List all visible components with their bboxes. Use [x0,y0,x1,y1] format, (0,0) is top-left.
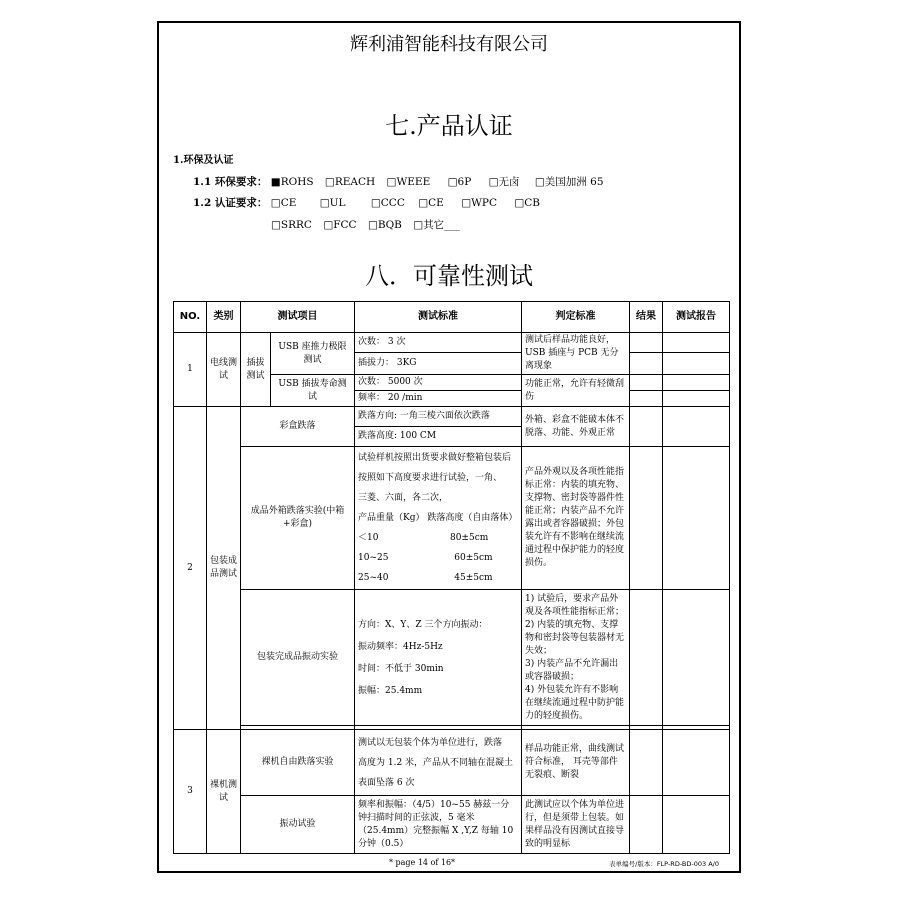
table-row [174,590,730,726]
vibration-std-line: 振动频率：4Hz-5Hz [358,641,443,652]
table-row [174,407,730,427]
option-bqb: □BQB [367,219,402,231]
row-1-judge-a: 测试后样品功能良好，USB 插座与 PCB 无分离现象 [522,333,630,375]
row-1-std-force: 插拔力： 3KG [355,352,522,375]
option-ce: □CE [270,197,297,209]
row-1-item-usb-push: USB 座推力极限测试 [271,333,355,375]
result-cell [630,391,663,407]
vibration-judge-line: 4) 外包装允许有不影响在继续流通过程中防护能力的轻度损伤。 [525,684,625,721]
row-1-std-frequency: 频率： 20 /min [355,391,522,407]
report-cell [663,375,730,391]
row-1-judge-b: 功能正常，允许有轻微刮伤 [522,375,630,407]
carton-std-line: 10~25 60±5cm [358,553,493,564]
carton-std-line: 三菱、六面，各二次， [358,493,449,504]
option-reach: □REACH [324,176,376,188]
row-3-judge-a: 样品功能正常，曲线测试符合标准， 耳壳等部件无裂痕、断裂 [522,730,630,796]
header-result: 结果 [630,302,663,333]
result-cell [630,375,663,391]
result-cell [630,407,663,447]
option-ce-2: □CE [418,197,444,209]
option-halogen-free: □无卤 [488,176,520,188]
option-wpc: □WPC [461,197,497,209]
row-3-std-vibration: 频率和振幅：（4/5）10~55 赫兹一分钟扫描时间的正弦波，5 毫米（25.4mm）完整振幅 X ,Y,Z 每轴 10 分钟（0.5） [355,796,522,854]
carton-std-line: ＜10 80±5cm [358,533,489,544]
row-3-no: 3 [174,730,207,854]
header-judgement: 判定标准 [522,302,630,333]
result-cell [630,333,663,353]
env-cert-heading: 1.环保及认证 [173,155,234,166]
carton-std-line: 产品重量（Kg） 跌落高度（自由落体） [358,513,518,524]
row-3-item-vibration: 振动试验 [241,796,355,854]
cert-requirement-label: 1.2 认证要求： [193,197,268,209]
report-cell [663,796,730,854]
option-weee: □WEEE [386,176,431,188]
vibration-judge-line: 3) 内装产品不允许漏出或容器破损； [525,658,619,682]
table-row [174,447,730,590]
table-row [174,333,730,353]
row-2-std-drop-direction: 跌落方向: 一角三棱六面依次跌落 [355,407,522,427]
row-2-std-drop-height: 跌落高度: 100 CM [355,427,522,447]
table-row [174,730,730,796]
option-ccc: □CCC [370,197,405,209]
form-code: 表单编号/版本：FLP-RD-BD-003 A/0 [609,860,719,868]
table-row [174,796,730,854]
option-srrc: □SRRC [271,219,312,231]
header-category: 类别 [207,302,241,333]
report-cell [663,730,730,796]
vibration-judge-line: 2) 内装的填充物、支撑物和密封袋等包装器材无失效； [525,619,625,656]
row-2-no: 2 [174,407,207,730]
env-requirement-line [193,174,604,189]
report-cell [663,407,730,447]
table-header-row [174,302,730,333]
row-2-std-vibration [355,590,522,726]
row-2-item-color-box-drop: 彩盒跌落 [241,407,355,447]
row-1-category: 电线测试 [207,333,241,407]
header-no: NO. [174,302,207,333]
row-2-item-vibration: 包装完成品振动实验 [241,590,355,726]
header-report: 测试报告 [663,302,730,333]
header-test-standard: 测试标准 [355,302,522,333]
option-cb: □CB [514,197,541,209]
vibration-std-line: 振幅：25.4mm [358,685,423,696]
section-7-title: 七.产品认证 [385,112,513,140]
option-rohs: ■ROHS [270,176,314,188]
report-cell [663,391,730,407]
document-page [157,21,741,873]
row-2-item-carton-drop: 成品外箱跌落实验(中箱+彩盒) [241,447,355,590]
header-test-item: 测试项目 [241,302,355,333]
report-cell [663,590,730,726]
row-2-std-carton [355,447,522,590]
env-requirement-label: 1.1 环保要求： [193,176,268,188]
report-cell [663,352,730,375]
reliability-test-table [173,301,730,854]
result-cell [630,590,663,726]
row-1-item-usb-life: USB 插拔寿命测试 [271,375,355,407]
vibration-judge-line: 1) 试验后，要求产品外观及各项性能指标正常； [525,593,625,617]
row-3-category: 裸机测试 [207,730,241,854]
vibration-std-line: 方向：X、Y、Z 三个方向振动： [358,619,488,630]
option-other: □其它___ [413,219,460,231]
row-2-judge-a: 外箱、彩盒不能破本体不脱落、功能、外观正常 [522,407,630,447]
result-cell [630,447,663,590]
company-name: 辉利浦智能科技有限公司 [350,34,548,55]
vibration-std-line: 时间：不低于 30min [358,663,444,674]
option-6p: □6P [447,176,472,188]
result-cell [630,796,663,854]
row-2-category: 包装成品测试 [207,407,241,730]
row-1-std-count: 次数： 3 次 [355,333,522,353]
row-2-judge-c [522,590,630,726]
row-3-item-free-drop: 裸机自由跌落实验 [241,730,355,796]
report-cell [663,333,730,353]
result-cell [630,352,663,375]
carton-std-line: 25~40 45±5cm [358,573,493,584]
cert-requirement-line [193,195,540,210]
free-drop-std-line: 表面坠落 6 次 [358,777,415,788]
row-3-std-free-drop [355,730,522,796]
row-1-no: 1 [174,333,207,407]
option-fcc: □FCC [323,219,357,231]
page-number: * page 14 of 16* [389,858,456,867]
section-8-title: 八．可靠性测试 [365,262,533,290]
option-ca-prop65: □美国加洲 65 [534,176,604,188]
row-1-subcategory: 插拔测试 [241,333,271,407]
option-ul: □UL [319,197,346,209]
carton-std-line: 试验样机按照出货要求做好整箱包装后按照如下高度要求进行试验，一角、 [358,453,512,484]
free-drop-std-line: 测试以无包装个体为单位进行，跌落 [358,737,503,748]
row-2-judge-b: 产品外观以及各项性能指标正常：内装的填充物、支撑物、密封袋等器件性能正常；内装产品不允许露出或者容器破损；外包装允许有不影响在继续流通过程中保护能力的轻度损伤。 [522,447,630,590]
row-1-std-cycles: 次数： 5000 次 [355,375,522,391]
result-cell [630,730,663,796]
cert-requirement-line-2 [271,217,460,232]
row-3-judge-b: 此测试应以个体为单位进行，但是须带上包装。如果样品没有因测试直接导致的明显标 [522,796,630,854]
free-drop-std-line: 高度为 1.2 米，产品从不同轴在混凝土 [358,757,514,768]
report-cell [663,447,730,590]
